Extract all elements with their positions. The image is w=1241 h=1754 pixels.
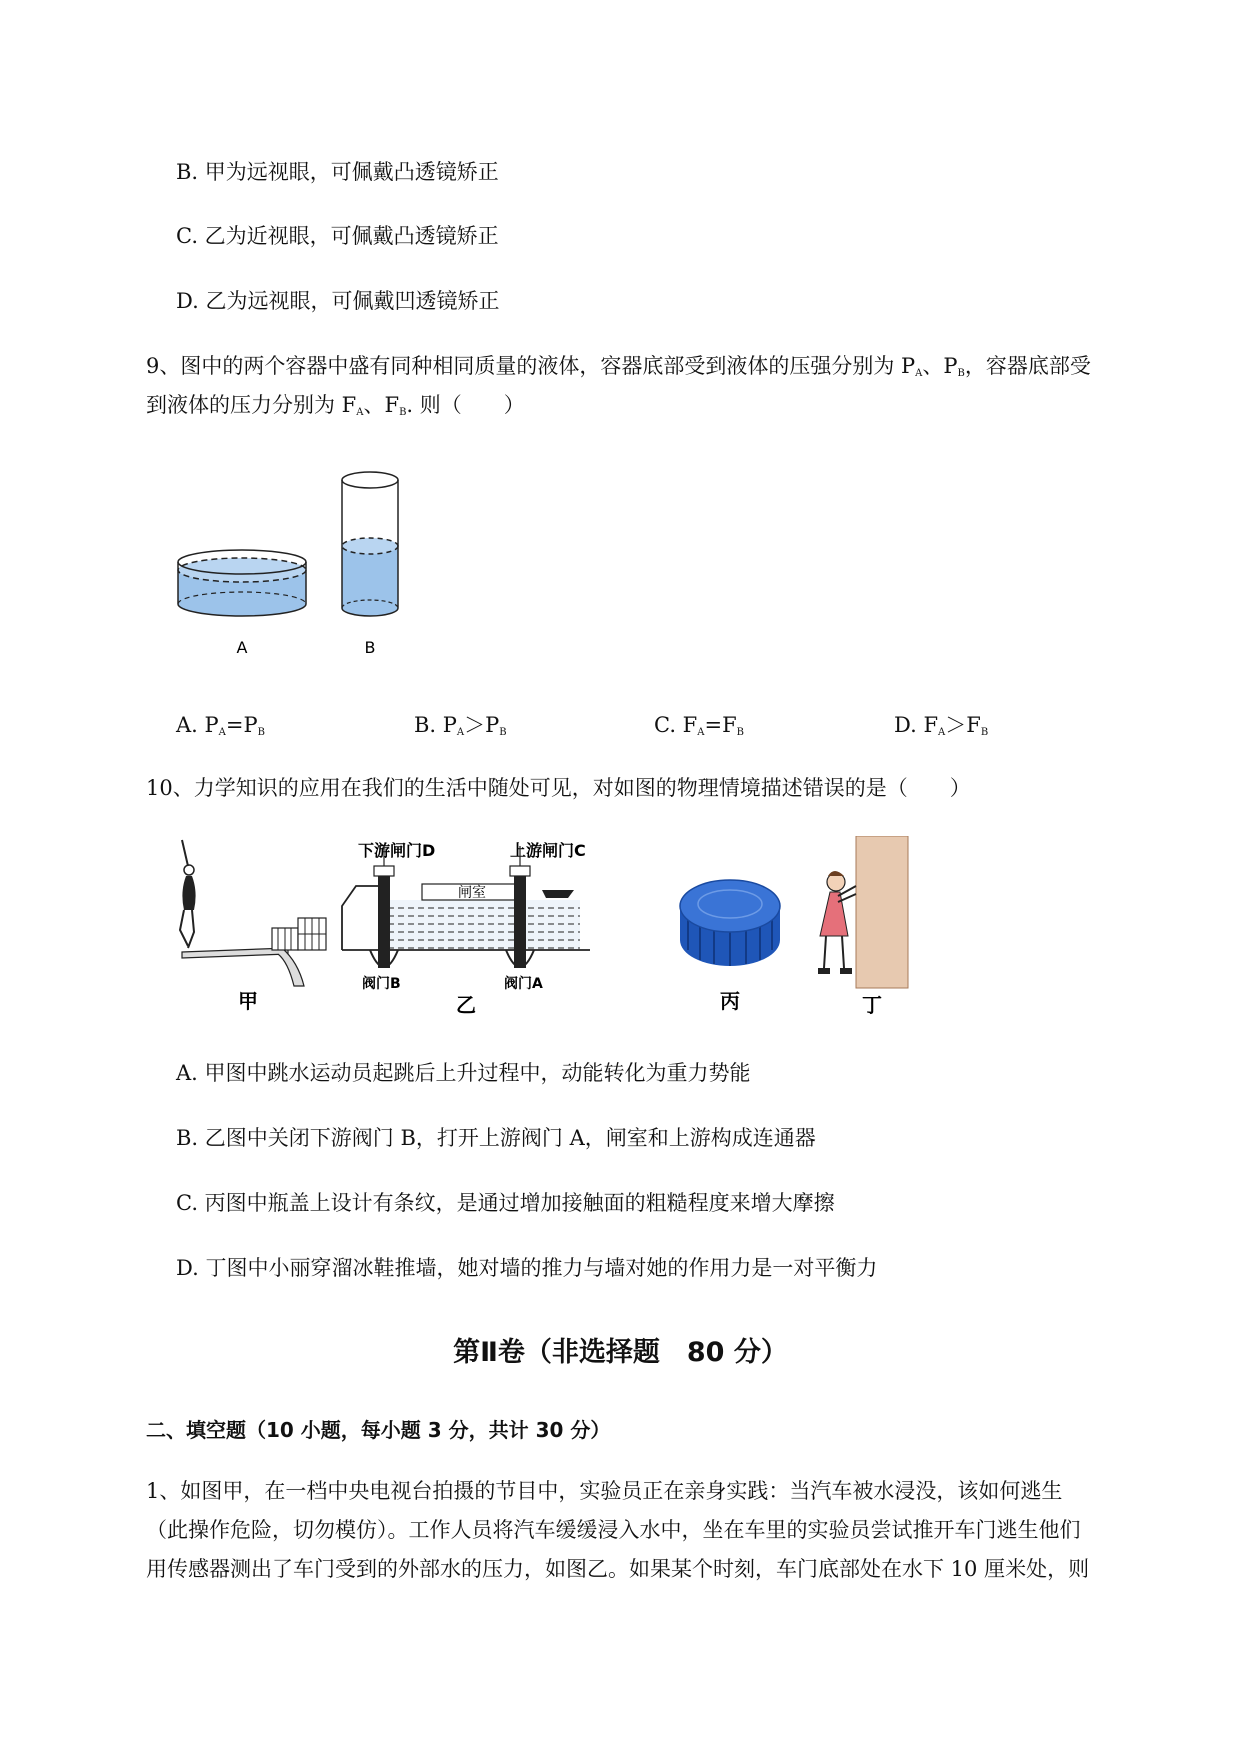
q10-figures [170, 836, 920, 1016]
q10-option-d: D. 丁图中小丽穿溜冰鞋推墙，她对墙的推力与墙对她的作用力是一对平衡力 [176, 1256, 878, 1280]
figure-label-bing: 丙 [720, 989, 740, 1013]
q9-option-d: D. $F_A>F_B$ [894, 713, 989, 738]
figure-label-yi: 乙 [456, 993, 476, 1016]
downstream-gate [378, 874, 390, 968]
section2-title: 二、填空题（10 小题，每小题 3 分，共计 30 分） [146, 1418, 611, 1442]
cap-top [680, 880, 780, 932]
figure-label-b: B [364, 638, 376, 657]
fill-q1-line2: （此操作危险，切勿模仿）。工作人员将汽车缓缓浸入水中，坐在车里的实验员尝试推开车门逃生他们 [146, 1518, 1081, 1542]
q10-option-a: A. 甲图中跳水运动员起跳后上升过程中，动能转化为重力势能 [176, 1061, 751, 1085]
part2-title: 第Ⅱ卷（非选择题 80 分） [453, 1337, 788, 1368]
q8-option-c: C. 乙为近视眼，可佩戴凸透镜矫正 [176, 224, 499, 248]
q9-stem-line2: 到液体的压力分别为 $F_A$、$F_B$. 则（ ） [146, 393, 525, 418]
q9-containers-figure [170, 470, 410, 660]
container-b-liquid [342, 546, 398, 616]
label-downstream-gate-d: 下游闸门D [358, 841, 436, 860]
q8-option-d: D. 乙为远视眼，可佩戴凹透镜矫正 [176, 289, 500, 313]
label-lock-chamber: 闸室 [458, 885, 486, 901]
label-upstream-gate-c: 上游闸门C [510, 841, 586, 860]
figure-label-ding: 丁 [862, 993, 882, 1016]
figure-label-jia: 甲 [238, 989, 258, 1013]
container-b-rim [342, 472, 398, 488]
q10-option-b: B. 乙图中关闭下游阀门 B，打开上游阀门 A，闸室和上游构成连通器 [176, 1126, 816, 1150]
q9-option-c: C. $F_A=F_B$ [654, 713, 745, 738]
q9-option-b: B. $P_A>P_B$ [414, 713, 507, 738]
label-valve-b: 阀门B [362, 976, 401, 992]
container-a [178, 550, 306, 616]
upstream-gate [514, 874, 526, 968]
q8-option-b: B. 甲为远视眼，可佩戴凸透镜矫正 [176, 160, 499, 184]
label-valve-a: 阀门A [504, 976, 543, 992]
container-b-liquid-surface [342, 538, 398, 554]
figure-label-a: A [236, 638, 248, 657]
container-b [342, 472, 398, 616]
figure-jia-diver [180, 840, 326, 1013]
q10-stem: 10、力学知识的应用在我们的生活中随处可见，对如图的物理情境描述错误的是（ ） [146, 776, 971, 800]
q9-stem-line1: 9、图中的两个容器中盛有同种相同质量的液体，容器底部受到液体的压强分别为 $P_A$、$P_B$，容器底部受 [146, 354, 1091, 379]
wall [856, 836, 908, 988]
q9-option-a: A. $P_A=P_B$ [176, 713, 265, 738]
figure-bing-bottle-cap [680, 880, 780, 1013]
figure-ding-girl-pushing-wall [818, 836, 908, 1016]
ship-icon [542, 890, 574, 898]
q10-option-c: C. 丙图中瓶盖上设计有条纹，是通过增加接触面的粗糙程度来增大摩擦 [176, 1191, 835, 1215]
fill-q1-line3: 用传感器测出了车门受到的外部水的压力，如图乙。如果某个时刻，车门底部处在水下 10 厘米处，则 [146, 1557, 1090, 1581]
fill-q1-line1: 1、如图甲，在一档中央电视台拍摄的节目中，实验员正在亲身实践：当汽车被水浸没，该如何逃生 [146, 1479, 1063, 1503]
figure-yi-ship-lock [342, 841, 590, 1016]
